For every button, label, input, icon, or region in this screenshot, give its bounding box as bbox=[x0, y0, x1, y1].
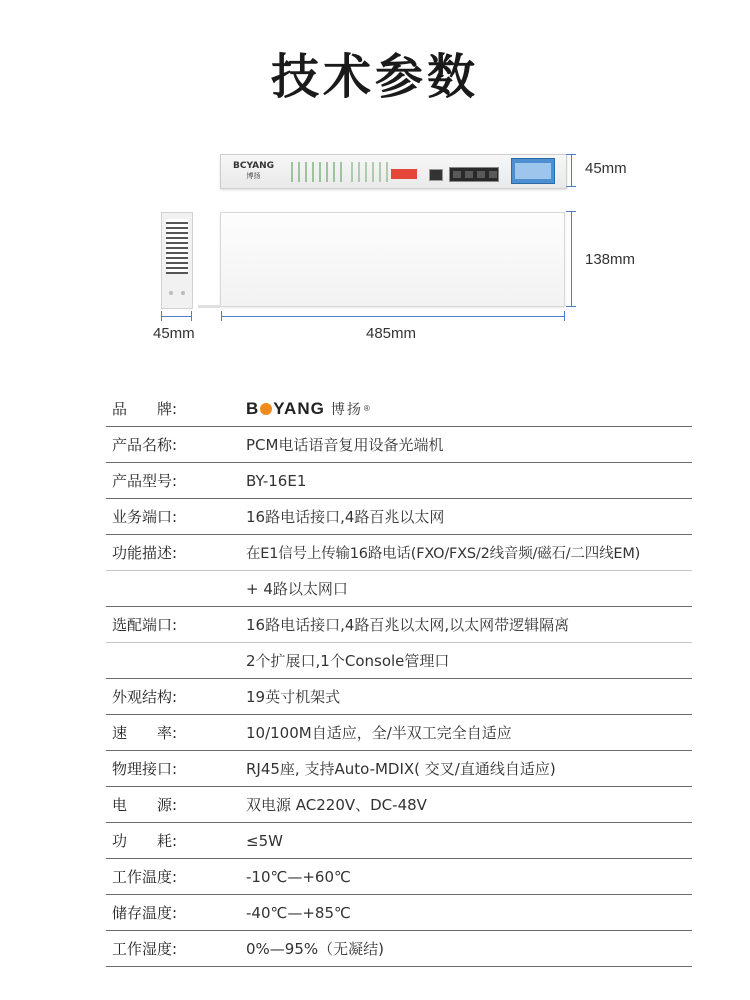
spec-row bbox=[106, 427, 692, 463]
spec-value: 16路电话接口,4路百兆以太网,以太网带逻辑隔离 bbox=[246, 616, 570, 634]
front-logo-cn: 博扬 bbox=[246, 172, 261, 180]
spec-table bbox=[106, 391, 692, 967]
spec-row bbox=[106, 751, 692, 787]
spec-row bbox=[106, 643, 692, 679]
spec-key: 电 源: bbox=[112, 796, 178, 814]
device-top-view bbox=[220, 212, 565, 307]
registered-mark: ® bbox=[363, 404, 370, 413]
page-title: 技术参数 bbox=[270, 49, 479, 105]
spec-value: BY-16E1 bbox=[246, 471, 307, 490]
dim-tick bbox=[191, 311, 192, 321]
spec-row-brand bbox=[106, 391, 692, 427]
product-sticker bbox=[511, 158, 555, 184]
spec-row bbox=[106, 679, 692, 715]
console-port bbox=[429, 169, 443, 181]
side-vent bbox=[166, 219, 188, 274]
spec-value: 在E1信号上传输16路电话(FXO/FXS/2线音频/磁石/二四线EM) bbox=[246, 546, 641, 562]
spec-value: + 4路以太网口 bbox=[246, 580, 348, 598]
spec-value: 10/100M自适应，全/半双工完全自适应 bbox=[246, 724, 512, 742]
spec-row bbox=[106, 715, 692, 751]
spec-key: 产品型号: bbox=[112, 472, 178, 490]
spec-key: 工作湿度: bbox=[112, 940, 178, 958]
spec-row bbox=[106, 607, 692, 643]
spec-row bbox=[106, 895, 692, 931]
spec-key: 工作温度: bbox=[112, 868, 178, 886]
dim-line-front-height bbox=[571, 154, 572, 186]
bolt-icon bbox=[181, 291, 185, 295]
spec-row bbox=[106, 823, 692, 859]
spec-key: 产品名称: bbox=[112, 436, 178, 454]
spec-key: 功 耗: bbox=[112, 832, 178, 850]
spec-key: 物理接口: bbox=[112, 760, 178, 778]
spec-row bbox=[106, 859, 692, 895]
spec-row bbox=[106, 931, 692, 967]
device-front-panel bbox=[220, 154, 567, 189]
spec-value: -10℃—+60℃ bbox=[246, 867, 351, 886]
dim-line-side-width bbox=[161, 316, 191, 317]
spec-key: 业务端口: bbox=[112, 508, 178, 526]
spec-key: 功能描述: bbox=[112, 544, 178, 562]
spec-row bbox=[106, 571, 692, 607]
dip-switch bbox=[391, 169, 417, 179]
spec-value: ≤5W bbox=[246, 831, 283, 850]
dim-line-depth bbox=[571, 211, 572, 306]
brand-cn: 博扬 bbox=[330, 400, 363, 417]
device-side-view bbox=[161, 212, 193, 309]
spec-value: 16路电话接口,4路百兆以太网 bbox=[246, 508, 445, 526]
dim-label-depth: 138mm bbox=[585, 251, 636, 268]
rack-ear bbox=[198, 305, 220, 308]
brand-letters-yang: YANG bbox=[273, 398, 325, 418]
spec-key: 选配端口: bbox=[112, 616, 178, 634]
spec-value: -40℃—+85℃ bbox=[246, 903, 351, 922]
front-logo-text: BCYANG bbox=[233, 161, 275, 171]
spec-key: 速 率: bbox=[112, 724, 178, 742]
dim-tick bbox=[564, 311, 565, 321]
spec-value: 双电源 AC220V、DC-48V bbox=[246, 796, 427, 814]
dim-label-side-width: 45mm bbox=[153, 325, 195, 342]
brand-dot-icon bbox=[260, 403, 272, 415]
spec-value: 0%—95%（无凝结) bbox=[246, 940, 384, 958]
ethernet-ports bbox=[449, 167, 499, 182]
bolt-icon bbox=[169, 291, 173, 295]
dim-line-length bbox=[221, 316, 564, 317]
brand-logo bbox=[246, 399, 370, 419]
spec-value: 2个扩展口,1个Console管理口 bbox=[246, 652, 450, 670]
dim-label-length: 485mm bbox=[366, 325, 417, 342]
status-leds-labels bbox=[351, 162, 391, 182]
spec-key: 储存温度: bbox=[112, 904, 178, 922]
spec-row bbox=[106, 463, 692, 499]
dim-tick bbox=[566, 186, 576, 187]
spec-row bbox=[106, 787, 692, 823]
spec-key: 品 牌: bbox=[112, 400, 178, 418]
status-leds bbox=[291, 162, 347, 182]
spec-value: 19英寸机架式 bbox=[246, 688, 341, 706]
dim-tick bbox=[566, 306, 576, 307]
dim-label-front-height: 45mm bbox=[585, 160, 627, 177]
spec-key: 外观结构: bbox=[112, 688, 178, 706]
brand-letter-b: B bbox=[246, 398, 260, 418]
spec-row bbox=[106, 499, 692, 535]
front-panel-logo bbox=[233, 161, 274, 181]
spec-value: PCM电话语音复用设备光端机 bbox=[246, 436, 444, 454]
spec-value: RJ45座, 支持Auto-MDIX( 交叉/直通线自适应) bbox=[246, 760, 556, 778]
spec-row bbox=[106, 535, 692, 571]
